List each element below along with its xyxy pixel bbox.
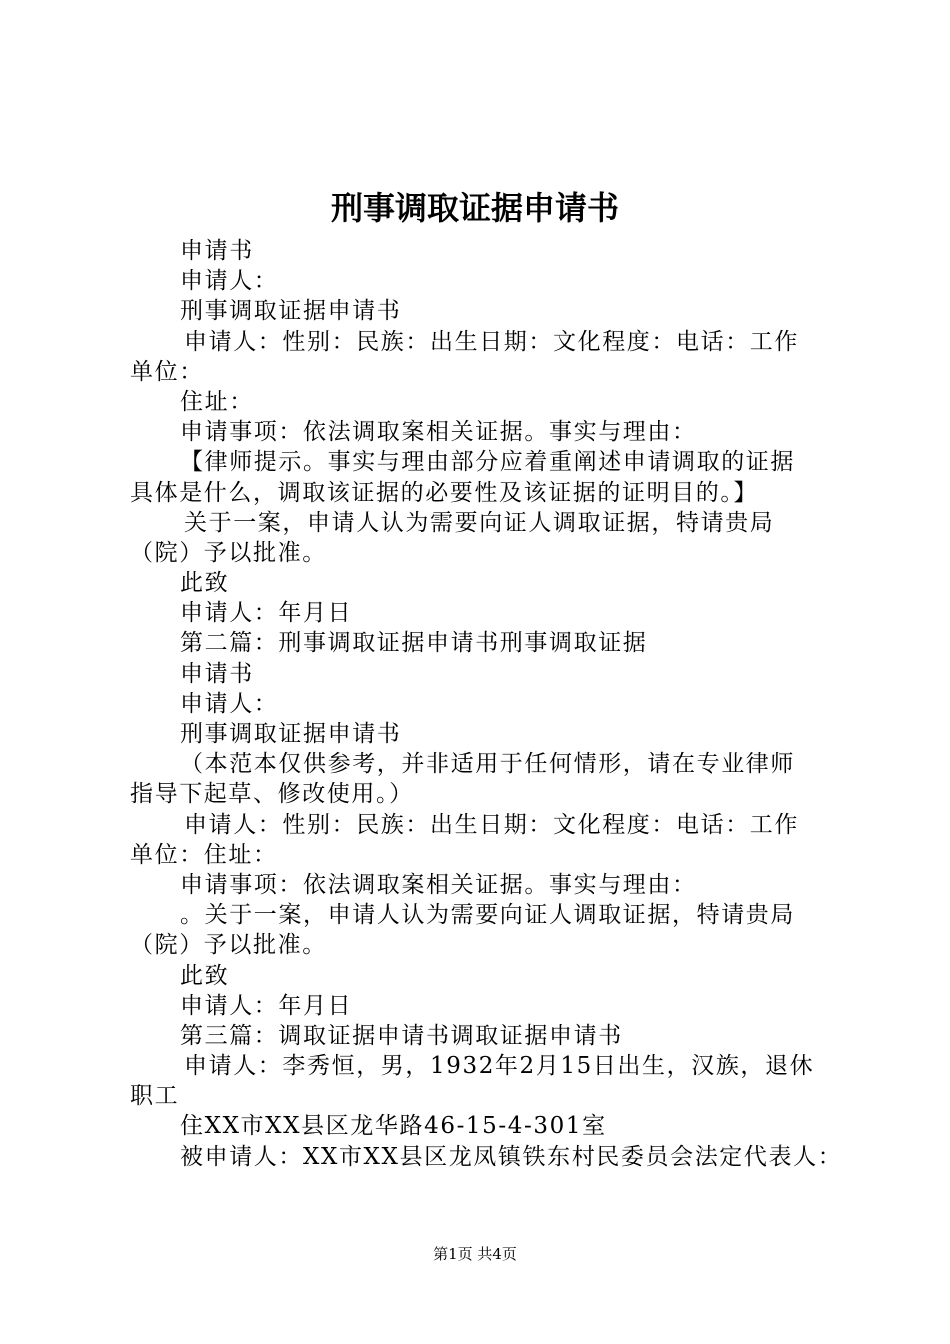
body-line: 第二篇：刑事调取证据申请书刑事调取证据 xyxy=(180,630,648,657)
body-line: 申请事项：依法调取案相关证据。事实与理由： xyxy=(180,419,697,446)
document-title: 刑事调取证据申请书 xyxy=(330,189,619,227)
body-line: 申请人：性别：民族：出生日期：文化程度：电话：工作 xyxy=(184,328,799,355)
body-line: 。关于一案，申请人认为需要向证人调取证据，特请贵局 xyxy=(180,902,795,929)
body-line: 申请事项：依法调取案相关证据。事实与理由： xyxy=(180,871,697,898)
body-line: 申请书 xyxy=(180,660,254,687)
body-line: 申请人：年月日 xyxy=(180,600,353,627)
body-line: 关于一案，申请人认为需要向证人调取证据，特请贵局 xyxy=(184,509,775,536)
body-line: 申请书 xyxy=(180,238,254,264)
body-line: 第三篇：调取证据申请书调取证据申请书 xyxy=(180,1022,623,1049)
page-footer: 第1页 共4页 xyxy=(433,1245,517,1263)
body-line: （院）予以批准。 xyxy=(130,539,327,566)
body-line: 申请人：性别：民族：出生日期：文化程度：电话：工作 xyxy=(184,811,799,838)
body-line: 职工 xyxy=(130,1083,180,1110)
body-line: 此致 xyxy=(180,570,230,597)
document-body xyxy=(130,236,843,1172)
body-line: 住XX市XX县区龙华路46-15-4-301室 xyxy=(180,1113,607,1140)
body-line: 指导下起草、修改使用。） xyxy=(130,781,414,808)
body-line: 刑事调取证据申请书 xyxy=(180,298,402,325)
body-line: 申请人： xyxy=(180,690,279,717)
body-line: 住址： xyxy=(180,388,254,415)
body-line: （本范本仅供参考，并非适用于任何情形，请在专业律师 xyxy=(180,751,795,778)
body-line: 单位： xyxy=(130,358,204,385)
body-line: 申请人： xyxy=(180,268,279,295)
body-line: 具体是什么，调取该证据的必要性及该证据的证明目的。】 xyxy=(130,479,759,506)
body-line: 刑事调取证据申请书 xyxy=(180,721,402,747)
body-line: 此致 xyxy=(180,962,230,989)
body-line: 单位：住址： xyxy=(130,841,278,868)
body-line: 【律师提示。事实与理由部分应着重阐述申请调取的证据 xyxy=(180,449,795,476)
body-line: 被申请人：XX市XX县区龙凤镇铁东村民委员会法定代表人： xyxy=(180,1143,843,1170)
body-line: （院）予以批准。 xyxy=(130,932,327,959)
body-line: 申请人：李秀恒，男，1932年2月15日出生，汉族，退休 xyxy=(184,1053,815,1080)
body-line: 申请人：年月日 xyxy=(180,992,353,1019)
